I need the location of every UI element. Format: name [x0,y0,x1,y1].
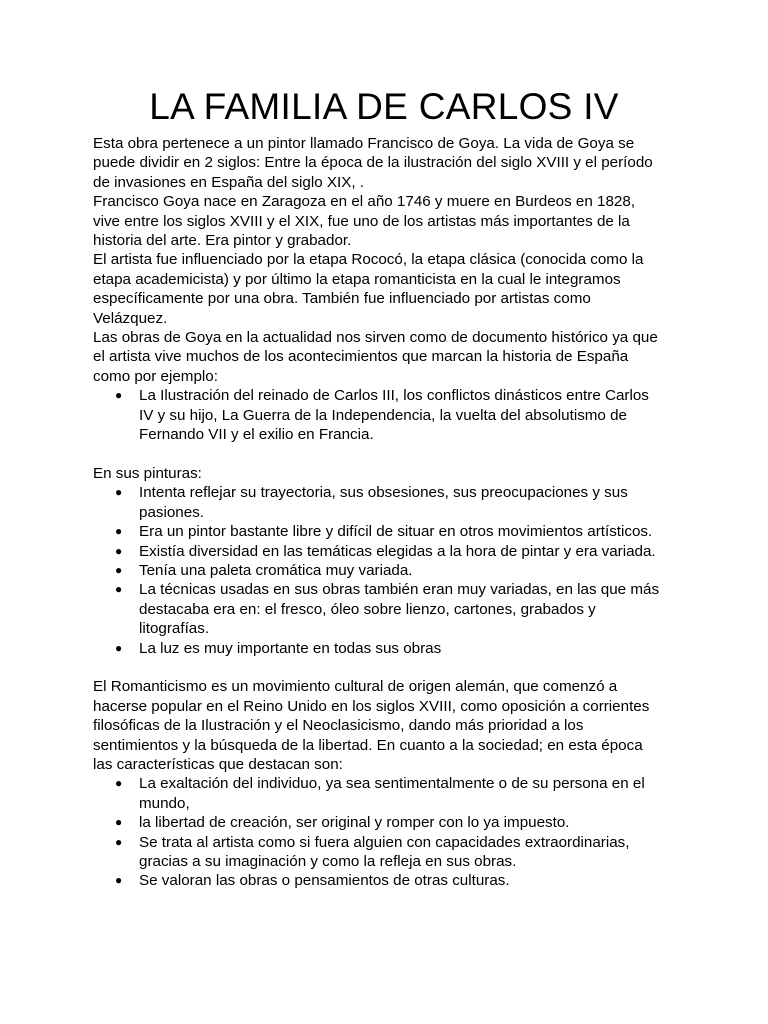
paragraph-influences: El artista fue influenciado por la etapa Rococó, la etapa clásica (conocida como la etapa academicista) y por último la etapa romanticista en la cual le integramos específicamente por una obra. También fue influenciado por artistas como Velázquez. [93,251,644,327]
list-item [93,580,683,638]
list-item-text: Intenta reflejar su trayectoria, sus obsesiones, sus preocupaciones y sus pasiones. [139,484,628,521]
list-item [93,774,683,813]
paragraph-romanticism: El Romanticismo es un movimiento cultural de origen alemán, que comenzó a hacerse popular en el Reino Unido en los siglos XVIII, como oposición a corrientes filosóficas de la Ilustración y el Neoclasicismo, dando más prioridad a los sentimientos y la búsqueda de la libertad. En cuanto a la sociedad; en esta época las características que destacan son: [93,678,650,773]
bullet-icon: ● [115,582,123,597]
paragraph-paintings-intro: En sus pinturas: [93,464,202,482]
list-item-text: Era un pintor bastante libre y difícil de situar en otros movimientos artísticos. [139,523,653,541]
bullet-list-historical-events [93,386,683,444]
list-item-text: La técnicas usadas en sus obras también eran muy variadas, en las que más destacaba era en: el fresco, óleo sobre lienzo, cartones, grabados y litografías. [139,581,660,638]
bullet-icon: ● [115,543,123,558]
bullet-icon: ● [115,524,123,539]
list-item-text: Tenía una paleta cromática muy variada. [139,561,413,579]
list-item [93,386,683,444]
bullet-icon: ● [115,834,123,849]
list-item-text: Se trata al artista como si fuera alguien con capacidades extraordinarias, gracias a su imaginación y como la refleja en sus obras. [139,833,630,870]
bullet-icon: ● [115,873,123,888]
bullet-list-paintings [93,483,683,658]
paragraph-historical-document: Las obras de Goya en la actualidad nos sirven como de documento histórico ya que el artista vive muchos de los acontecimientos que marcan la historia de España como por ejemplo: [93,329,658,385]
list-item-text: La Ilustración del reinado de Carlos III, los conflictos dinásticos entre Carlos IV y su hijo, La Guerra de la Independencia, la vuelta del absolutismo de Fernando VII y el exilio en Francia. [139,387,649,444]
bullet-icon: ● [115,388,123,403]
list-item-text: Se valoran las obras o pensamientos de otras culturas. [139,872,510,890]
list-item [93,833,683,872]
list-item-text: La luz es muy importante en todas sus obras [139,639,442,657]
document-title: LA FAMILIA DE CARLOS IV [149,86,619,127]
list-item [93,813,683,832]
blank-line [93,658,683,677]
list-item [93,871,683,890]
document-body [93,134,683,891]
bullet-icon: ● [115,640,123,655]
bullet-icon: ● [115,815,123,830]
list-item [93,522,683,541]
blank-line [93,445,683,464]
paragraph-goya-birth: Francisco Goya nace en Zaragoza en el año 1746 y muere en Burdeos en 1828, vive entre los siglos XVIII y el XIX, fue uno de los artistas más importantes de la historia del arte. Era pintor y grabador. [93,193,636,250]
bullet-icon: ● [115,485,123,500]
list-item-text: La exaltación del individuo, ya sea sentimentalmente o de su persona en el mundo, [139,775,645,812]
list-item-text: Existía diversidad en las temáticas elegidas a la hora de pintar y era variada. [139,542,656,560]
list-item-text: la libertad de creación, ser original y romper con lo ya impuesto. [139,814,570,832]
bullet-icon: ● [115,562,123,577]
list-item [93,542,683,561]
list-item [93,639,683,658]
bullet-icon: ● [115,776,123,791]
list-item [93,483,683,522]
list-item [93,561,683,580]
paragraph-intro-goya: Esta obra pertenece a un pintor llamado Francisco de Goya. La vida de Goya se puede dividir en 2 siglos: Entre la época de la ilustración del siglo XVIII y el período de invasiones en España del siglo XIX, . [93,135,653,191]
bullet-list-romanticism [93,774,683,890]
